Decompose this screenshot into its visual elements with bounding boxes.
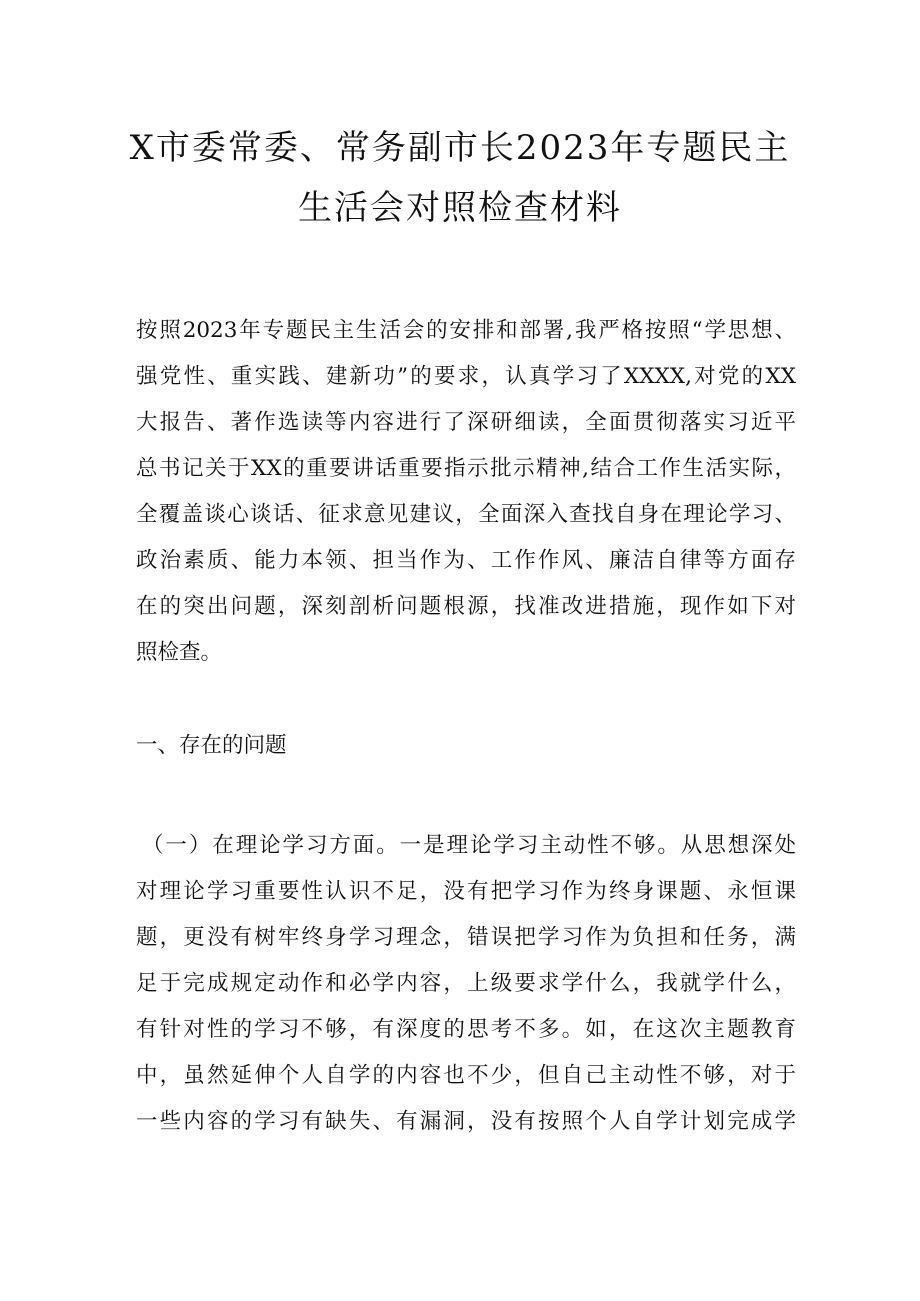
document-title-line-2: 生活会对照检查材料 xyxy=(298,188,622,228)
subsection-line: 题，更没有树牢终身学习理念，错误把学习作为负担和任务，满 xyxy=(136,925,796,950)
subsection-line: 中，虽然延伸个人自学的内容也不少，但自己主动性不够，对于 xyxy=(136,1063,796,1088)
section-heading: 一、存在的问题 xyxy=(136,733,287,758)
subsection-line: 足于完成规定动作和必学内容，上级要求学什么，我就学什么， xyxy=(136,971,796,996)
intro-line: 强党性、重实践、建新功”的要求，认真学习了XXXX,对党的XX xyxy=(136,364,796,389)
intro-line: 照检查。 xyxy=(136,640,223,665)
intro-line: 按照2023年专题民主生活会的安排和部署,我严格按照“学思想、 xyxy=(136,318,796,343)
intro-line: 总书记关于XX的重要讲话重要指示批示精神,结合工作生活实际， xyxy=(136,456,796,481)
intro-line: 政治素质、能力本领、担当作为、工作作风、廉洁自律等方面存 xyxy=(136,548,796,573)
intro-line: 全覆盖谈心谈话、征求意见建议，全面深入查找自身在理论学习、 xyxy=(136,502,796,527)
subsection-line: 对理论学习重要性认识不足，没有把学习作为终身课题、永恒课 xyxy=(136,879,796,904)
document-title-line-1: X市委常委、常务副市长2023年专题民主 xyxy=(129,128,791,168)
subsection-line: 一些内容的学习有缺失、有漏洞，没有按照个人自学计划完成学 xyxy=(136,1109,796,1134)
intro-line: 大报告、著作选读等内容进行了深研细读，全面贯彻落实习近平 xyxy=(136,410,796,435)
subsection-line: （一）在理论学习方面。一是理论学习主动性不够。从思想深处 xyxy=(142,833,796,858)
intro-line: 在的突出问题，深刻剖析问题根源，找准改进措施，现作如下对 xyxy=(136,594,796,619)
subsection-line: 有针对性的学习不够，有深度的思考不多。如，在这次主题教育 xyxy=(136,1017,796,1042)
